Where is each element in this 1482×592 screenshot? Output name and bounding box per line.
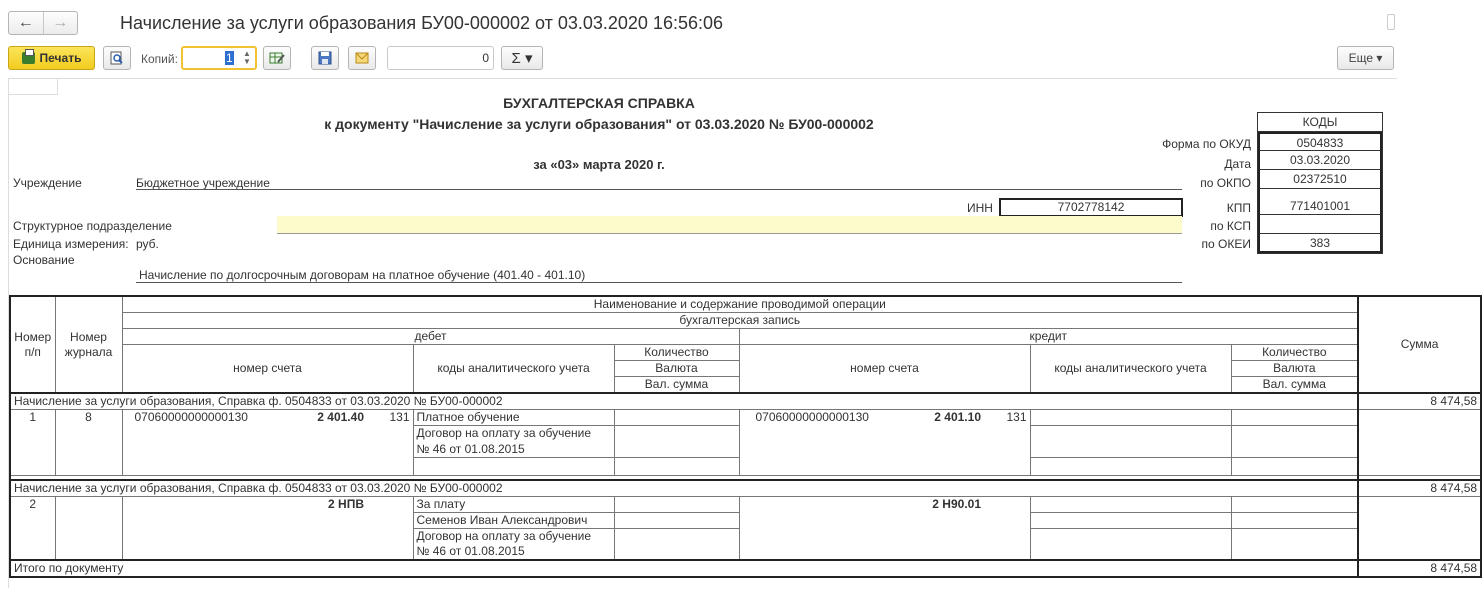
credit-account: 2 401.10 <box>879 410 984 476</box>
credit-cur-sum-cell <box>1231 528 1358 560</box>
debit-analytic-3: Договор на оплату за обучение <box>413 528 614 544</box>
okud-label: Форма по ОКУД <box>1162 137 1251 151</box>
print-button[interactable] <box>8 46 95 70</box>
debit-analytic-3: № 46 от 01.08.2015 <box>413 442 614 458</box>
forward-arrow-icon: → <box>52 14 69 31</box>
header-debit-analytic: коды аналитического учета <box>413 345 614 394</box>
header-credit-account: номер счета <box>739 345 1030 394</box>
header-debit-qty: Количество <box>614 345 739 361</box>
debit-qty-cell <box>614 496 739 512</box>
ksp-code <box>1258 215 1382 234</box>
header-credit-currency: Валюта <box>1231 361 1358 377</box>
group-sum: 8 474,58 <box>1358 393 1481 410</box>
spinner-icon[interactable]: ▲ ▼ <box>243 49 251 66</box>
row-number: 1 <box>10 410 55 476</box>
credit-analytic-cell <box>1030 496 1231 512</box>
window-title: Начисление за услуги образования БУ00-000002 от 03.03.2020 16:56:06 <box>120 13 723 33</box>
okei-code: 383 <box>1258 234 1382 253</box>
navigation-group <box>8 11 78 35</box>
printer-icon <box>22 52 35 64</box>
credit-currency-cell <box>1231 426 1358 458</box>
credit-qty-cell <box>1231 410 1358 426</box>
header-debit-currency: Валюта <box>614 361 739 377</box>
division-label: Структурное подразделение <box>13 219 172 233</box>
division-field[interactable] <box>277 216 1182 234</box>
table-edit-button[interactable] <box>263 46 291 70</box>
ksp-label: по КСП <box>1210 219 1251 233</box>
codes-table <box>1257 112 1383 254</box>
header-credit: кредит <box>739 329 1358 345</box>
row-sum-cell <box>1358 496 1481 560</box>
window-menu-icon[interactable] <box>1387 14 1395 30</box>
codes-header: КОДЫ <box>1258 113 1382 132</box>
header-sum: Сумма <box>1358 296 1481 393</box>
debit-analytic-4: № 46 от 01.08.2015 <box>413 544 614 560</box>
spreadsheet-document <box>8 78 1478 588</box>
debit-account: 2 НПВ <box>262 496 367 560</box>
sum-button[interactable]: Σ ▾ <box>501 46 543 70</box>
sheet-corner <box>9 79 58 95</box>
credit-account: 2 Н90.01 <box>879 496 984 560</box>
envelope-icon <box>355 52 369 64</box>
basis-underline <box>136 282 1182 283</box>
back-arrow-icon: ← <box>17 14 34 31</box>
kpp-label: КПП <box>1226 201 1251 215</box>
header-operation: Наименование и содержание проводимой операции <box>122 296 1358 313</box>
preview-icon <box>110 51 124 65</box>
back-button[interactable] <box>9 12 43 34</box>
debit-analytic-2: Семенов Иван Александрович <box>413 512 614 528</box>
entries-table <box>9 295 1482 578</box>
debit-analytic-1: Платное обучение <box>413 410 614 426</box>
group-sum: 8 474,58 <box>1358 480 1481 497</box>
debit-kosgu-empty <box>367 496 413 560</box>
header-credit-analytic: коды аналитического учета <box>1030 345 1231 394</box>
group-title: Начисление за услуги образования, Справка ф. 0504833 от 03.03.2020 № БУ00-000002 <box>10 480 1358 497</box>
debit-kosgu: 131 <box>367 410 413 476</box>
inn-label: ИНН <box>967 201 993 215</box>
header-number: Номер п/п <box>10 296 55 393</box>
institution-value: Бюджетное учреждение <box>136 176 270 190</box>
inn-value: 7702778142 <box>999 198 1183 217</box>
kpp-code: 771401001 <box>1258 189 1382 215</box>
credit-currency-cell <box>1231 512 1358 528</box>
credit-kosgu: 131 <box>984 410 1030 476</box>
credit-analytic-empty <box>1030 458 1231 476</box>
institution-underline <box>136 189 1182 190</box>
credit-analytic-cell-2 <box>1030 512 1231 528</box>
copies-value: 1 <box>226 51 233 65</box>
header-credit-qty: Количество <box>1231 345 1358 361</box>
save-button[interactable] <box>311 46 339 70</box>
toolbar <box>0 44 1405 74</box>
row-journal: 8 <box>55 410 122 476</box>
debit-analytic-1: За плату <box>413 496 614 512</box>
debit-qty-cell <box>614 410 739 426</box>
print-label: Печать <box>39 51 82 65</box>
row-journal <box>55 496 122 560</box>
header-debit-account: номер счета <box>122 345 413 394</box>
preview-button[interactable] <box>103 46 131 70</box>
forward-button[interactable] <box>43 12 78 34</box>
more-button[interactable]: Еще ▾ <box>1337 46 1394 70</box>
basis-label: Основание <box>13 253 75 267</box>
title-bar <box>0 0 1405 44</box>
debit-account: 2 401.40 <box>262 410 367 476</box>
unit-label: Единица измерения: <box>13 237 129 251</box>
okei-label: по ОКЕИ <box>1201 237 1251 251</box>
credit-cur-sum-cell <box>1231 458 1358 476</box>
okpo-code: 02372510 <box>1258 170 1382 189</box>
credit-analytic-cell-2 <box>1030 426 1231 458</box>
institution-label: Учреждение <box>13 176 82 190</box>
debit-analytic-2: Договор на оплату за обучение <box>413 426 614 442</box>
row-number: 2 <box>10 496 55 560</box>
document-subtitle: к документу "Начисление за услуги образования" от 03.03.2020 № БУ00-000002 <box>324 116 874 132</box>
credit-code-empty <box>739 496 879 560</box>
debit-analytic-empty <box>413 458 614 476</box>
credit-qty-cell <box>1231 496 1358 512</box>
credit-code: 07060000000000130 <box>739 410 879 476</box>
sum-field[interactable]: 0 <box>387 46 494 70</box>
debit-code-empty <box>122 496 262 560</box>
credit-analytic-cell <box>1030 410 1231 426</box>
total-sum: 8 474,58 <box>1358 560 1481 577</box>
copies-input[interactable] <box>181 46 257 70</box>
debit-cur-sum-cell <box>614 528 739 560</box>
date-code: 03.03.2020 <box>1258 151 1382 170</box>
okpo-label: по ОКПО <box>1200 176 1251 190</box>
debit-code: 07060000000000130 <box>122 410 262 476</box>
header-debit-cur-sum: Вал. сумма <box>614 377 739 394</box>
copies-label: Копий: <box>141 52 178 66</box>
date-label: Дата <box>1224 157 1251 171</box>
debit-cur-sum-cell <box>614 458 739 476</box>
okud-code: 0504833 <box>1258 132 1382 151</box>
row-sum-cell <box>1358 410 1481 476</box>
save-icon <box>318 51 332 65</box>
debit-currency-cell <box>614 426 739 458</box>
header-journal: Номер журнала <box>55 296 122 393</box>
credit-kosgu-empty <box>984 496 1030 560</box>
group-title: Начисление за услуги образования, Справка ф. 0504833 от 03.03.2020 № БУ00-000002 <box>10 393 1358 410</box>
header-credit-cur-sum: Вал. сумма <box>1231 377 1358 394</box>
basis-value: Начисление по долгосрочным договорам на платное обучение (401.40 - 401.10) <box>139 268 586 282</box>
document-date: за «03» марта 2020 г. <box>533 157 665 172</box>
header-debit: дебет <box>122 329 739 345</box>
header-entry: бухгалтерская запись <box>122 313 1358 329</box>
credit-analytic-cell-3 <box>1030 528 1231 560</box>
document-title: БУХГАЛТЕРСКАЯ СПРАВКА <box>503 95 695 111</box>
total-label: Итого по документу <box>10 560 1358 577</box>
table-edit-icon <box>269 51 285 65</box>
unit-value: руб. <box>136 237 159 251</box>
email-button[interactable] <box>348 46 376 70</box>
debit-currency-cell <box>614 512 739 528</box>
